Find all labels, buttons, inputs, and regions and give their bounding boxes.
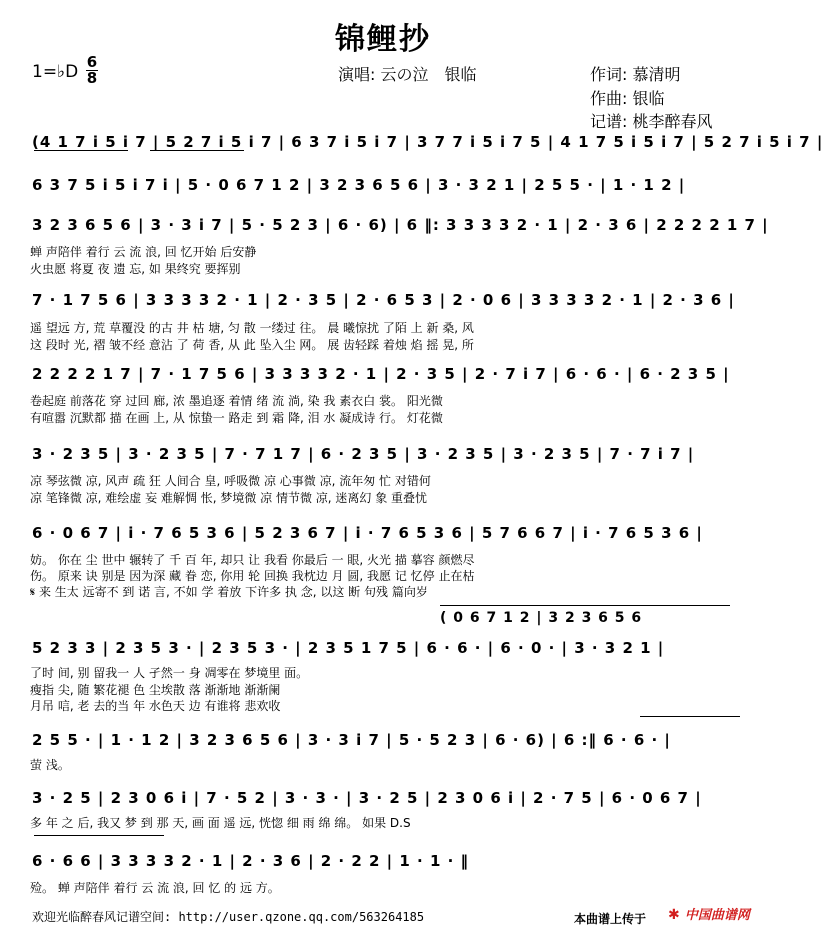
lyrics-row-6-verse-1: 凉 琴弦微 凉, 风声 疏 狂 人间合 皇, 呼吸微 凉 心事微 凉, 流年匆 忙 对错何: [30, 474, 431, 488]
lyrics-row-3-verse-1: 蝉 声陪伴 着行 云 流 浪, 回 忆开始 后安静: [30, 245, 257, 259]
notation-row-2: 6 3 7 5 i 5 i 7 i | 5 · 0 6 7 1 2 | 3 2 3 6 5 6 | 3 · 3 2 1 | 2 5 5 · | 1 · 1 2 |: [32, 176, 686, 194]
transcriber-credit: 记谱: 桃李醉春风: [590, 112, 713, 131]
lyrics-row-7-verse-2: 伤。 原来 诀 别是 因为深 藏 眷 恋, 你用 轮 回换 我枕边 月 圆, 我愿 记 忆停 止在枯: [30, 569, 475, 583]
visit-link-text: 欢迎光临醉春风记谱空间: http://user.qzone.qq.com/563264185: [32, 910, 425, 924]
time-signature: [86, 53, 98, 87]
lyrics-row-8-verse-3: 月吊 唁, 老 去的当 年 水色天 边 有谁将 悲欢收: [30, 699, 281, 713]
logo-star-icon: ✱: [668, 907, 680, 923]
lyrics-row-7-verse-1: 妨。 你在 尘 世中 辗转了 千 百 年, 却只 让 我看 你最后 一 眼, 火光 描 摹容 颜燃尽: [30, 553, 475, 567]
site-logo: [668, 904, 764, 926]
volta-pre-notes: ( 0 6 7 1 2 | 3 2 3 6 5 6: [440, 610, 643, 626]
site-name: 中国曲谱网: [684, 908, 750, 923]
song-title: 锦鲤抄: [335, 22, 431, 57]
meter-top: 6: [86, 53, 98, 71]
lyrics-row-5-verse-1: 卷起庭 前落花 穿 过回 廊, 浓 墨追逐 着情 绪 流 淌, 染 我 素衣白 裳。 阳光微: [30, 394, 443, 408]
notation-row-10: 3 · 2 5 | 2 3 0 6 i | 7 · 5 2 | 3 · 3 · | 3 · 2 5 | 2 3 0 6 i | 2 · 7 5 | 6 · 0 6 7 |: [32, 789, 702, 807]
lyrics-row-5-verse-2: 有喧嚣 沉默都 描 在画 上, 从 惊蛰一 路走 到 霜 降, 泪 水 凝成诗 行。 灯花微: [30, 411, 443, 425]
notation-row-7: 6 · 0 6 7 | i · 7 6 5 3 6 | 5 2 3 6 7 | i · 7 6 5 3 6 | 5 7 6 6 7 | i · 7 6 5 3 6 |: [32, 524, 703, 542]
notation-row-1: (4 1 7 i 5 i 7 | 5 2 7 i 5 i 7 | 6 3 7 i 5 i 7 | 3 7 7 i 5 i 7 5 | 4 1 7 5 i 5 i 7 | 5 2 7 i 5 i 7 |: [32, 133, 823, 151]
lyrics-row-9: 萤 浅。: [30, 758, 70, 772]
notation-row-3: 3 2 3 6 5 6 | 3 · 3 i 7 | 5 · 5 2 3 | 6 · 6) | 6 ‖: 3 3 3 3 2 · 1 | 2 · 3 6 | 2 2 2 2 1 7 |: [32, 216, 769, 234]
notation-row-8: 5 2 3 3 | 2 3 5 3 · | 2 3 5 3 · | 2 3 5 1 7 5 | 6 · 6 · | 6 · 0 · | 3 · 3 2 1 |: [32, 639, 665, 657]
lyrics-row-7-verse-3: 𝄋 来 生太 远寄不 到 诺 言, 不如 学 着放 下许多 执 念, 以这 断 句残 篇向岁: [30, 585, 428, 599]
lyricist-credit: 作词: 慕清明: [590, 65, 681, 84]
notation-row-6: 3 · 2 3 5 | 3 · 2 3 5 | 7 · 7 1 7 | 6 · 2 3 5 | 3 · 2 3 5 | 3 · 2 3 5 | 7 · 7 i 7 |: [32, 445, 695, 463]
lyrics-row-8-verse-2: 瘦指 尖, 随 繁花褪 色 尘埃散 落 渐渐地 渐渐阑: [30, 683, 281, 697]
notation-row-5: 2 2 2 2 1 7 | 7 · 1 7 5 6 | 3 3 3 3 2 · 1 | 2 · 3 5 | 2 · 7 i 7 | 6 · 6 · | 6 · 2 3 5 |: [32, 365, 730, 383]
composer-credit: 作曲: 银临: [590, 89, 665, 108]
lyrics-row-3-verse-2: 火虫愿 将夏 夜 遗 忘, 如 果终究 要挥别: [30, 262, 241, 276]
lyrics-row-10: 多 年 之 后, 我又 梦 到 那 天, 画 面 遥 远, 恍惚 细 雨 绵 绵。 如果 D.S: [30, 816, 411, 830]
meter-bottom: 8: [86, 69, 98, 87]
lyrics-row-11: 殓。 蝉 声陪伴 着行 云 流 浪, 回 忆 的 远 方。: [30, 881, 280, 895]
key-signature: 1=♭D: [32, 62, 79, 82]
lyrics-row-4-verse-2: 这 段时 光, 褶 皱不经 意沾 了 荷 香, 从 此 坠入尘 网。 展 齿轻踩 着烛 焰 摇 晃, 所: [30, 338, 474, 352]
lyrics-row-6-verse-2: 凉 笔锋微 凉, 难绘虚 妄 难解惆 怅, 梦境微 凉 情节微 凉, 迷离幻 象 重叠忧: [30, 491, 428, 505]
notation-row-9: 2 5 5 · | 1 · 1 2 | 3 2 3 6 5 6 | 3 · 3 i 7 | 5 · 5 2 3 | 6 · 6) | 6 :‖ 6 · 6 · |: [32, 731, 671, 749]
notation-row-4: 7 · 1 7 5 6 | 3 3 3 3 2 · 1 | 2 · 3 5 | 2 · 6 5 3 | 2 · 0 6 | 3 3 3 3 2 · 1 | 2 · 3 6 |: [32, 291, 735, 309]
notation-row-11: 6 · 6 6 | 3 3 3 3 2 · 1 | 2 · 3 6 | 2 · 2 2 | 1 · 1 · ‖: [32, 852, 470, 870]
lyrics-row-8-verse-1: 了时 间, 别 留我一 人 孑然一 身 凋零在 梦境里 面。: [30, 666, 309, 680]
upload-credit: 本曲谱上传于: [574, 912, 647, 926]
singer-credit: 演唱: 云の泣 银临: [338, 65, 477, 84]
lyrics-row-4-verse-1: 遥 望远 方, 荒 草覆没 的古 井 枯 塘, 匀 散 一缕过 往。 晨 曦惊扰 了陌 上 新 桑, 风: [30, 321, 474, 335]
